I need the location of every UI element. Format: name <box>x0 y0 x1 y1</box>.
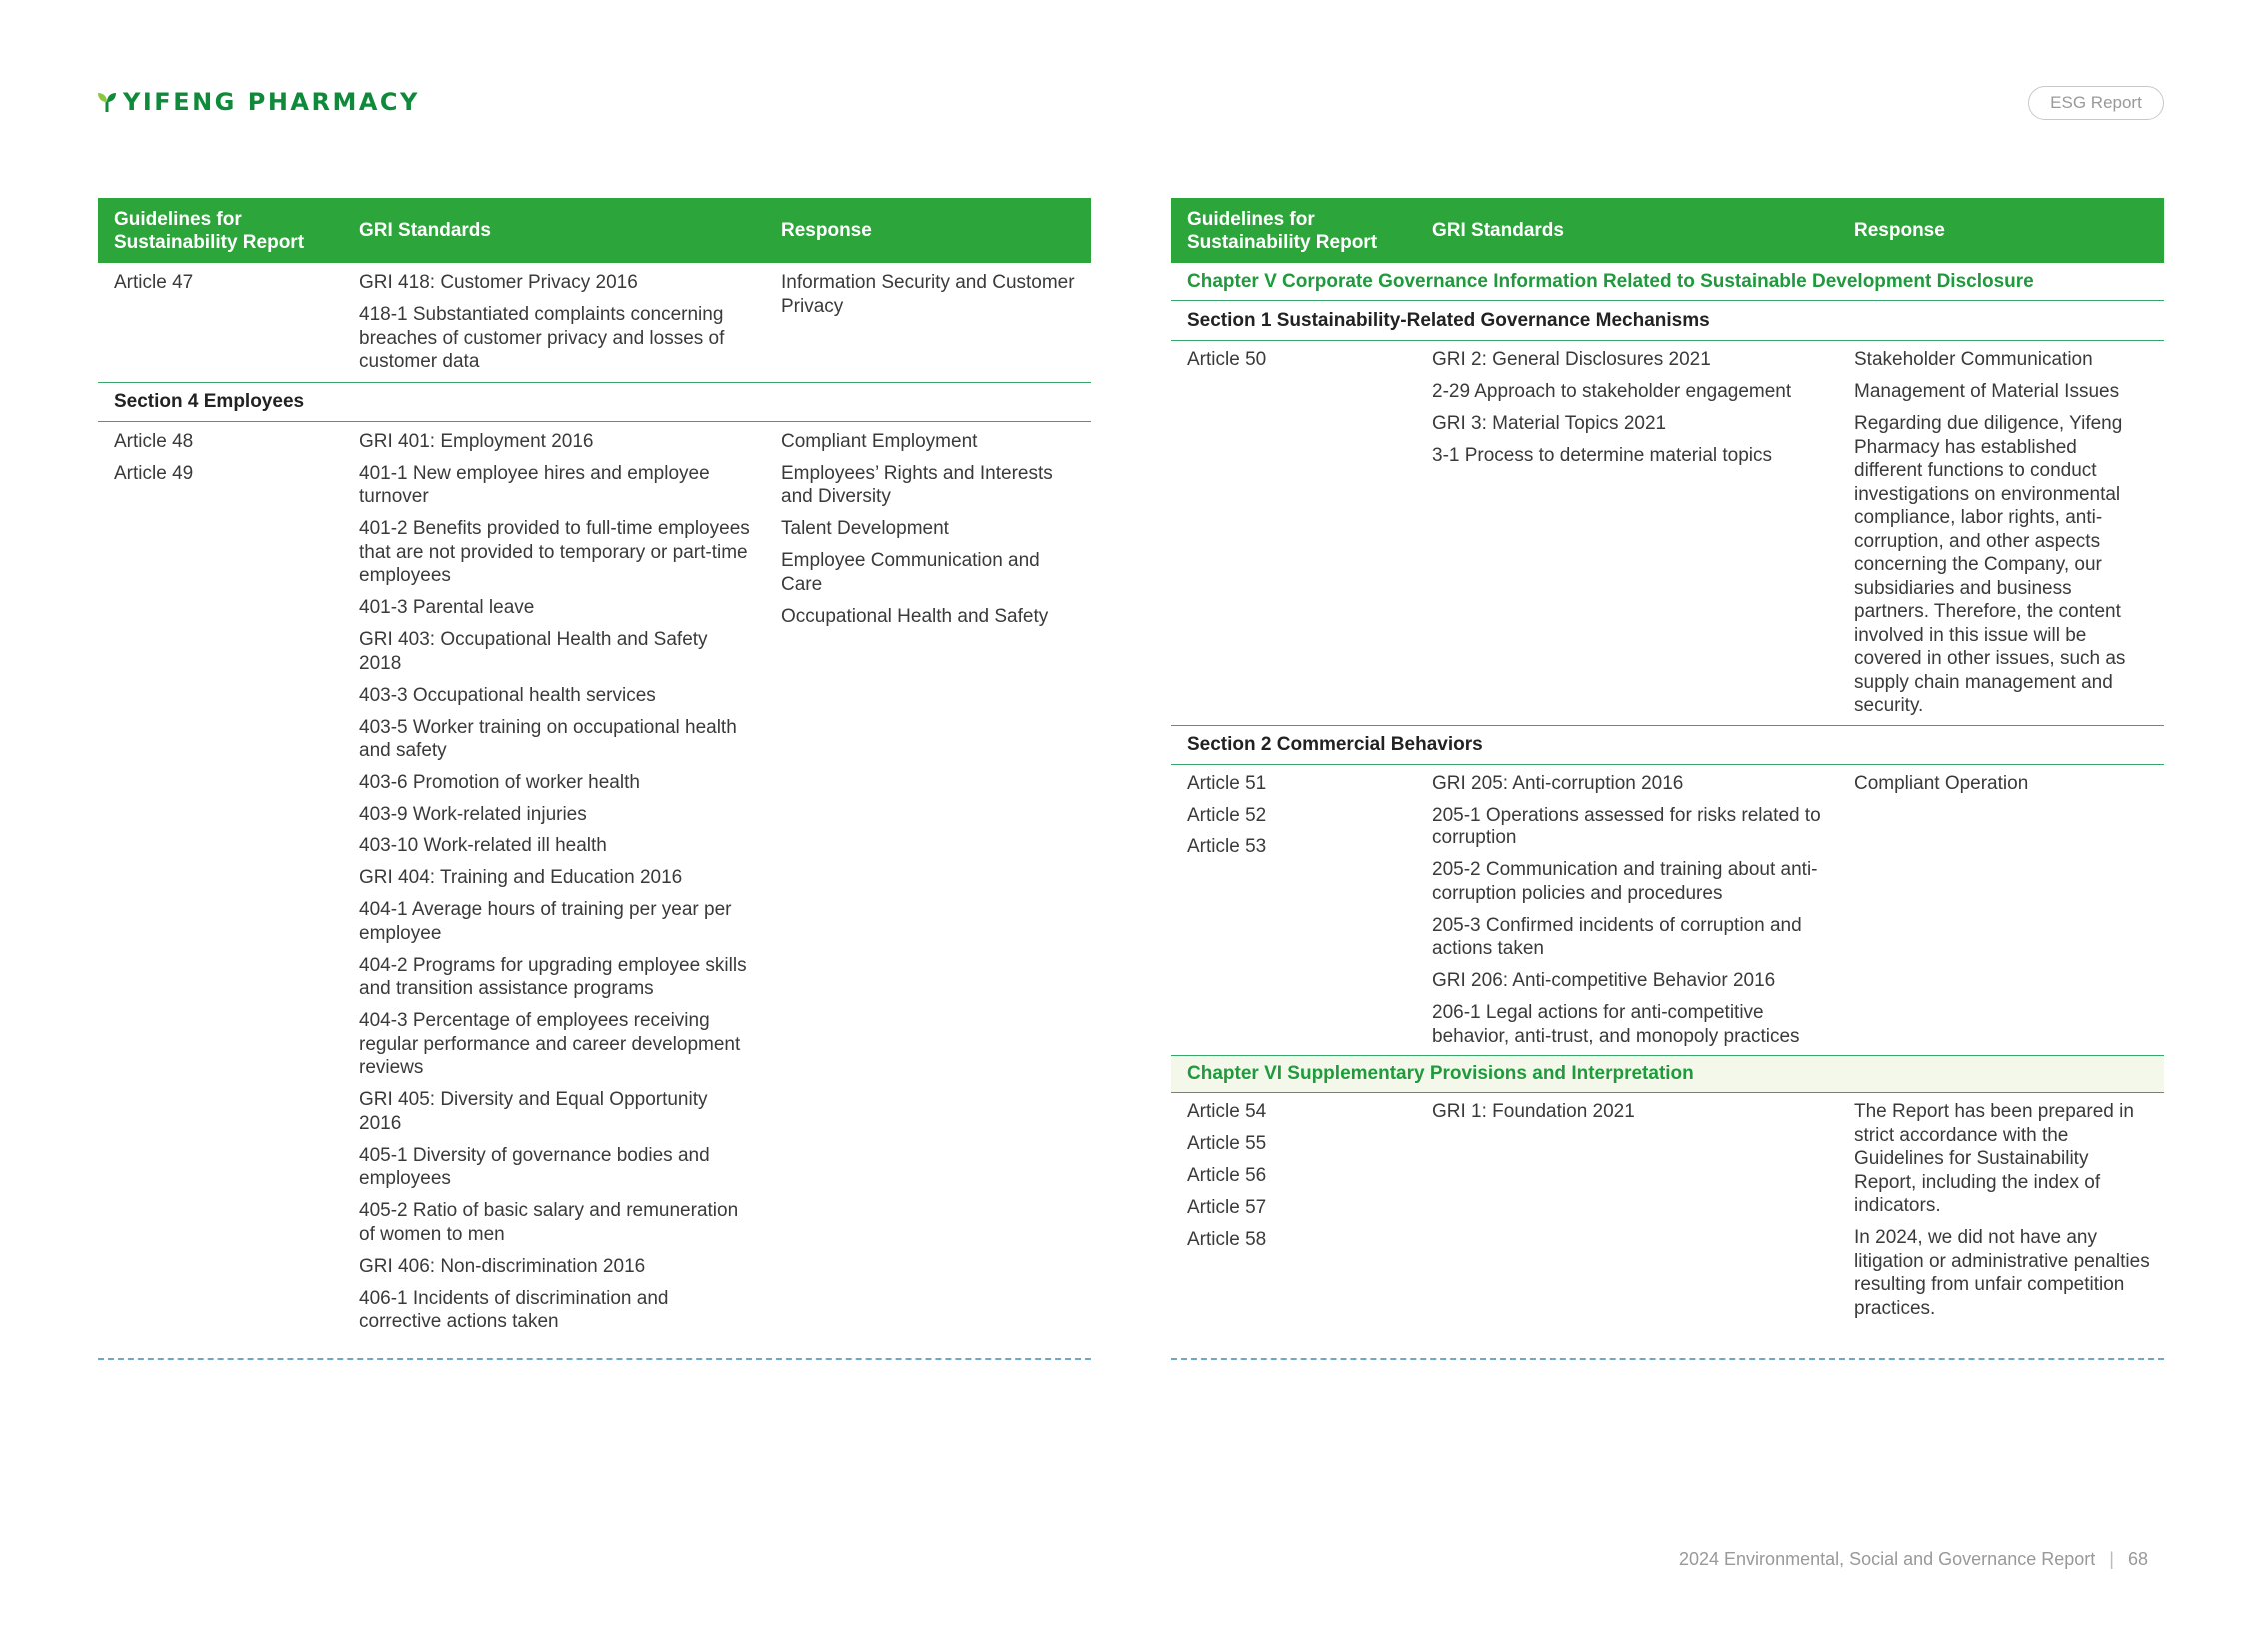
gri-item: 205-1 Operations assessed for risks related to corruption <box>1432 804 1821 848</box>
gri-item: GRI 1: Foundation 2021 <box>1432 1101 1635 1122</box>
table-row <box>98 422 1091 1341</box>
response-item: Employee Communication and Care <box>781 550 1040 595</box>
gri-item: GRI 405: Diversity and Equal Opportunity 2016 <box>359 1089 708 1134</box>
response-item: Information Security and Customer Privacy <box>781 272 1075 317</box>
col-header-response: Response <box>781 220 872 241</box>
gri-item: 405-1 Diversity of governance bodies and employees <box>359 1144 710 1189</box>
article-ref: Article 58 <box>1187 1229 1267 1250</box>
chapter-heading: Chapter V Corporate Governance Information Related to Sustainable Development Disclosure <box>1171 263 2164 301</box>
table-row <box>98 263 1091 382</box>
gri-item: 403-6 Promotion of worker health <box>359 772 640 793</box>
response-cell <box>1838 772 2164 1049</box>
gri-item: GRI 205: Anti-corruption 2016 <box>1432 772 1684 794</box>
gri-item: 403-9 Work-related injuries <box>359 804 587 825</box>
col-header-response: Response <box>1854 220 1945 241</box>
response-item: Talent Development <box>781 518 949 539</box>
article-ref: Article 51 <box>1187 772 1267 794</box>
response-cell <box>1838 1100 2164 1320</box>
gri-item: 403-10 Work-related ill health <box>359 835 607 856</box>
brand-logo <box>97 88 420 116</box>
gri-cell <box>1416 348 1838 718</box>
gri-item: GRI 404: Training and Education 2016 <box>359 867 683 888</box>
response-item: Management of Material Issues <box>1854 381 2120 402</box>
col-header-gri: GRI Standards <box>1432 220 1564 241</box>
articles-cell <box>98 271 343 374</box>
gri-cell <box>343 271 765 374</box>
response-item: In 2024, we did not have any litigation or administrative penalties resulting from unfair competition practices. <box>1854 1227 2150 1319</box>
gri-item: GRI 206: Anti-competitive Behavior 2016 <box>1432 970 1776 991</box>
gri-item: 401-1 New employee hires and employee turnover <box>359 462 710 507</box>
response-cell <box>765 430 1091 1334</box>
gri-item: 418-1 Substantiated complaints concerning breaches of customer privacy and losses of customer data <box>359 304 725 372</box>
articles-cell <box>1171 772 1416 1049</box>
section-heading: Section 2 Commercial Behaviors <box>1171 725 2164 765</box>
chapter-heading: Chapter VI Supplementary Provisions and Interpretation <box>1171 1055 2164 1093</box>
gri-item: 206-1 Legal actions for anti-competitive behavior, anti-trust, and monopoly practices <box>1432 1002 1800 1047</box>
response-item: Stakeholder Communication <box>1854 349 2093 370</box>
gri-item: 2-29 Approach to stakeholder engagement <box>1432 381 1792 402</box>
table-header <box>98 198 1091 263</box>
articles-cell <box>1171 1100 1416 1320</box>
article-ref: Article 52 <box>1187 804 1267 826</box>
gri-cell <box>1416 772 1838 1049</box>
footer-separator: | <box>2109 1549 2114 1569</box>
article-ref: Article 54 <box>1187 1101 1267 1122</box>
gri-item: 406-1 Incidents of discrimination and corrective actions taken <box>359 1287 669 1332</box>
response-item: Compliant Operation <box>1854 772 2029 794</box>
gri-item: GRI 3: Material Topics 2021 <box>1432 413 1667 434</box>
table-row <box>1171 1093 2164 1327</box>
dashed-divider-left <box>98 1358 1091 1360</box>
articles-cell <box>98 430 343 1334</box>
section-heading: Section 4 Employees <box>98 382 1091 422</box>
gri-item: 404-1 Average hours of training per year per employee <box>359 899 732 944</box>
response-item: The Report has been prepared in strict accordance with the Guidelines for Sustainability Report, including the index of indicators. <box>1854 1101 2134 1216</box>
gri-cell <box>343 430 765 1334</box>
articles-cell <box>1171 348 1416 718</box>
gri-cell <box>1416 1100 1838 1320</box>
gri-item: 404-2 Programs for upgrading employee skills and transition assistance programs <box>359 954 747 999</box>
left-index-table <box>98 198 1091 1341</box>
gri-item: GRI 403: Occupational Health and Safety 2018 <box>359 629 708 674</box>
article-ref: Article 47 <box>114 272 194 293</box>
article-ref: Article 50 <box>1187 349 1267 370</box>
col-header-gri: GRI Standards <box>359 220 491 241</box>
page-footer <box>1679 1549 2148 1570</box>
section-heading: Section 1 Sustainability-Related Governance Mechanisms <box>1171 301 2164 341</box>
col-header-guidelines: Guidelines for Sustainability Report <box>114 208 305 253</box>
gri-item: GRI 401: Employment 2016 <box>359 430 594 452</box>
gri-item: GRI 418: Customer Privacy 2016 <box>359 272 638 293</box>
table-row <box>1171 341 2164 725</box>
article-ref: Article 55 <box>1187 1133 1267 1154</box>
leaf-icon <box>97 90 117 114</box>
table-header <box>1171 198 2164 263</box>
response-item: Regarding due diligence, Yifeng Pharmacy has established different functions to conduct investigations on environmental compliance, labor rights, anti-corruption, and other aspects concerning the Company, our subsidiaries and business partners. Therefore, the content involved in this issue will be covered in other issues, such as supply chain management and security. <box>1854 413 2126 716</box>
gri-item: GRI 406: Non-discrimination 2016 <box>359 1255 646 1277</box>
gri-item: 401-2 Benefits provided to full-time employees that are not provided to temporary or part-time employees <box>359 518 750 586</box>
dashed-divider-right <box>1171 1358 2164 1360</box>
gri-item: 205-3 Confirmed incidents of corruption and actions taken <box>1432 914 1802 959</box>
gri-item: 403-5 Worker training on occupational health and safety <box>359 716 737 761</box>
article-ref: Article 57 <box>1187 1197 1267 1218</box>
article-ref: Article 56 <box>1187 1165 1267 1186</box>
article-ref: Article 48 <box>114 430 194 452</box>
gri-item: 401-3 Parental leave <box>359 597 535 618</box>
gri-item: 405-2 Ratio of basic salary and remuneration of women to men <box>359 1200 739 1245</box>
right-index-table <box>1171 198 2164 1327</box>
col-header-guidelines: Guidelines for Sustainability Report <box>1187 208 1378 253</box>
page-number: 68 <box>2127 1549 2148 1569</box>
gri-item: 3-1 Process to determine material topics <box>1432 445 1773 466</box>
footer-title: 2024 Environmental, Social and Governance Report <box>1679 1549 2096 1569</box>
article-ref: Article 49 <box>114 462 194 484</box>
response-item: Compliant Employment <box>781 430 978 452</box>
response-cell <box>765 271 1091 374</box>
response-item: Employees’ Rights and Interests and Diversity <box>781 462 1053 507</box>
brand-name: YIFENG PHARMACY <box>123 88 420 116</box>
gri-item: 403-3 Occupational health services <box>359 684 656 706</box>
gri-item: 205-2 Communication and training about anti-corruption policies and procedures <box>1432 859 1818 904</box>
response-cell <box>1838 348 2164 718</box>
article-ref: Article 53 <box>1187 835 1267 857</box>
gri-item: GRI 2: General Disclosures 2021 <box>1432 349 1711 370</box>
gri-item: 404-3 Percentage of employees receiving regular performance and career development reviews <box>359 1010 741 1078</box>
report-badge: ESG Report <box>2028 86 2164 120</box>
response-item: Occupational Health and Safety <box>781 605 1049 627</box>
table-row <box>1171 765 2164 1056</box>
